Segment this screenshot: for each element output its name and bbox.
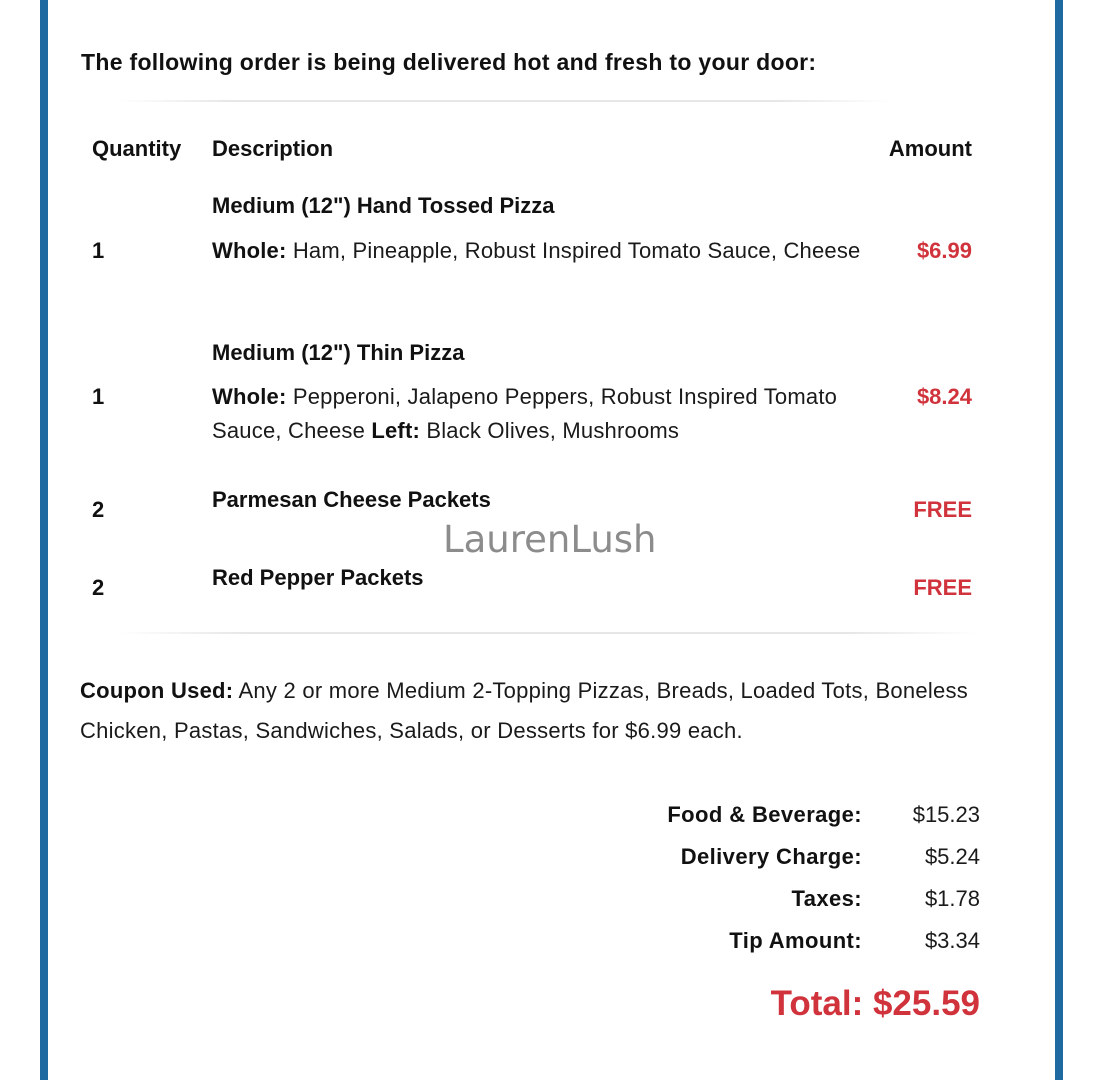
item-quantity: 2 xyxy=(92,497,105,522)
summary-label-food: Food & Beverage: xyxy=(667,802,862,827)
summary-value-food: $15.23 xyxy=(912,802,980,827)
detail-label: Left: xyxy=(371,418,421,443)
summary-label-delivery: Delivery Charge: xyxy=(680,844,862,869)
divider-top xyxy=(118,100,890,102)
item-amount: FREE xyxy=(913,497,972,522)
item-detail xyxy=(212,380,862,448)
header-description: Description xyxy=(212,136,334,161)
order-intro: The following order is being delivered hot and fresh to your door: xyxy=(81,49,817,75)
item-quantity: 1 xyxy=(92,384,105,409)
page-border-left xyxy=(40,0,48,1080)
summary-label-taxes: Taxes: xyxy=(791,886,862,911)
header-amount: Amount xyxy=(888,136,972,161)
detail-text: Ham, Pineapple, Robust Inspired Tomato Sauce, Cheese xyxy=(286,238,861,263)
item-quantity: 2 xyxy=(92,575,105,600)
item-title: Red Pepper Packets xyxy=(212,565,424,590)
watermark: LaurenLush xyxy=(443,518,657,561)
coupon-label: Coupon Used: xyxy=(80,678,234,703)
item-amount: $6.99 xyxy=(916,238,972,263)
item-detail xyxy=(212,234,862,268)
divider-bottom xyxy=(118,632,978,634)
detail-text: Black Olives, Mushrooms xyxy=(420,418,680,443)
summary-value-taxes: $1.78 xyxy=(924,886,980,911)
item-amount: FREE xyxy=(913,575,972,600)
detail-label: Whole: xyxy=(212,384,287,409)
order-total: Total: $25.59 xyxy=(770,984,980,1023)
summary-value-tip: $3.34 xyxy=(924,928,980,953)
page-border-right xyxy=(1055,0,1063,1080)
detail-text: Pepperoni, Jalapeno Peppers, Robust Inspired Tomato Sauce, Cheese xyxy=(212,384,838,443)
item-amount: $8.24 xyxy=(916,384,972,409)
coupon-used xyxy=(80,671,1000,751)
detail-label: Whole: xyxy=(212,238,287,263)
coupon-text: Any 2 or more Medium 2-Topping Pizzas, Breads, Loaded Tots, Boneless Chicken, Pastas, Sandwiches, Salads, or Desserts for $6.99 each. xyxy=(80,678,969,743)
item-quantity: 1 xyxy=(92,238,105,263)
item-title: Medium (12") Thin Pizza xyxy=(212,340,465,365)
header-quantity: Quantity xyxy=(92,136,182,161)
summary-label-tip: Tip Amount: xyxy=(729,928,862,953)
summary-value-delivery: $5.24 xyxy=(924,844,980,869)
item-title: Medium (12") Hand Tossed Pizza xyxy=(212,193,555,218)
item-title: Parmesan Cheese Packets xyxy=(212,487,491,512)
